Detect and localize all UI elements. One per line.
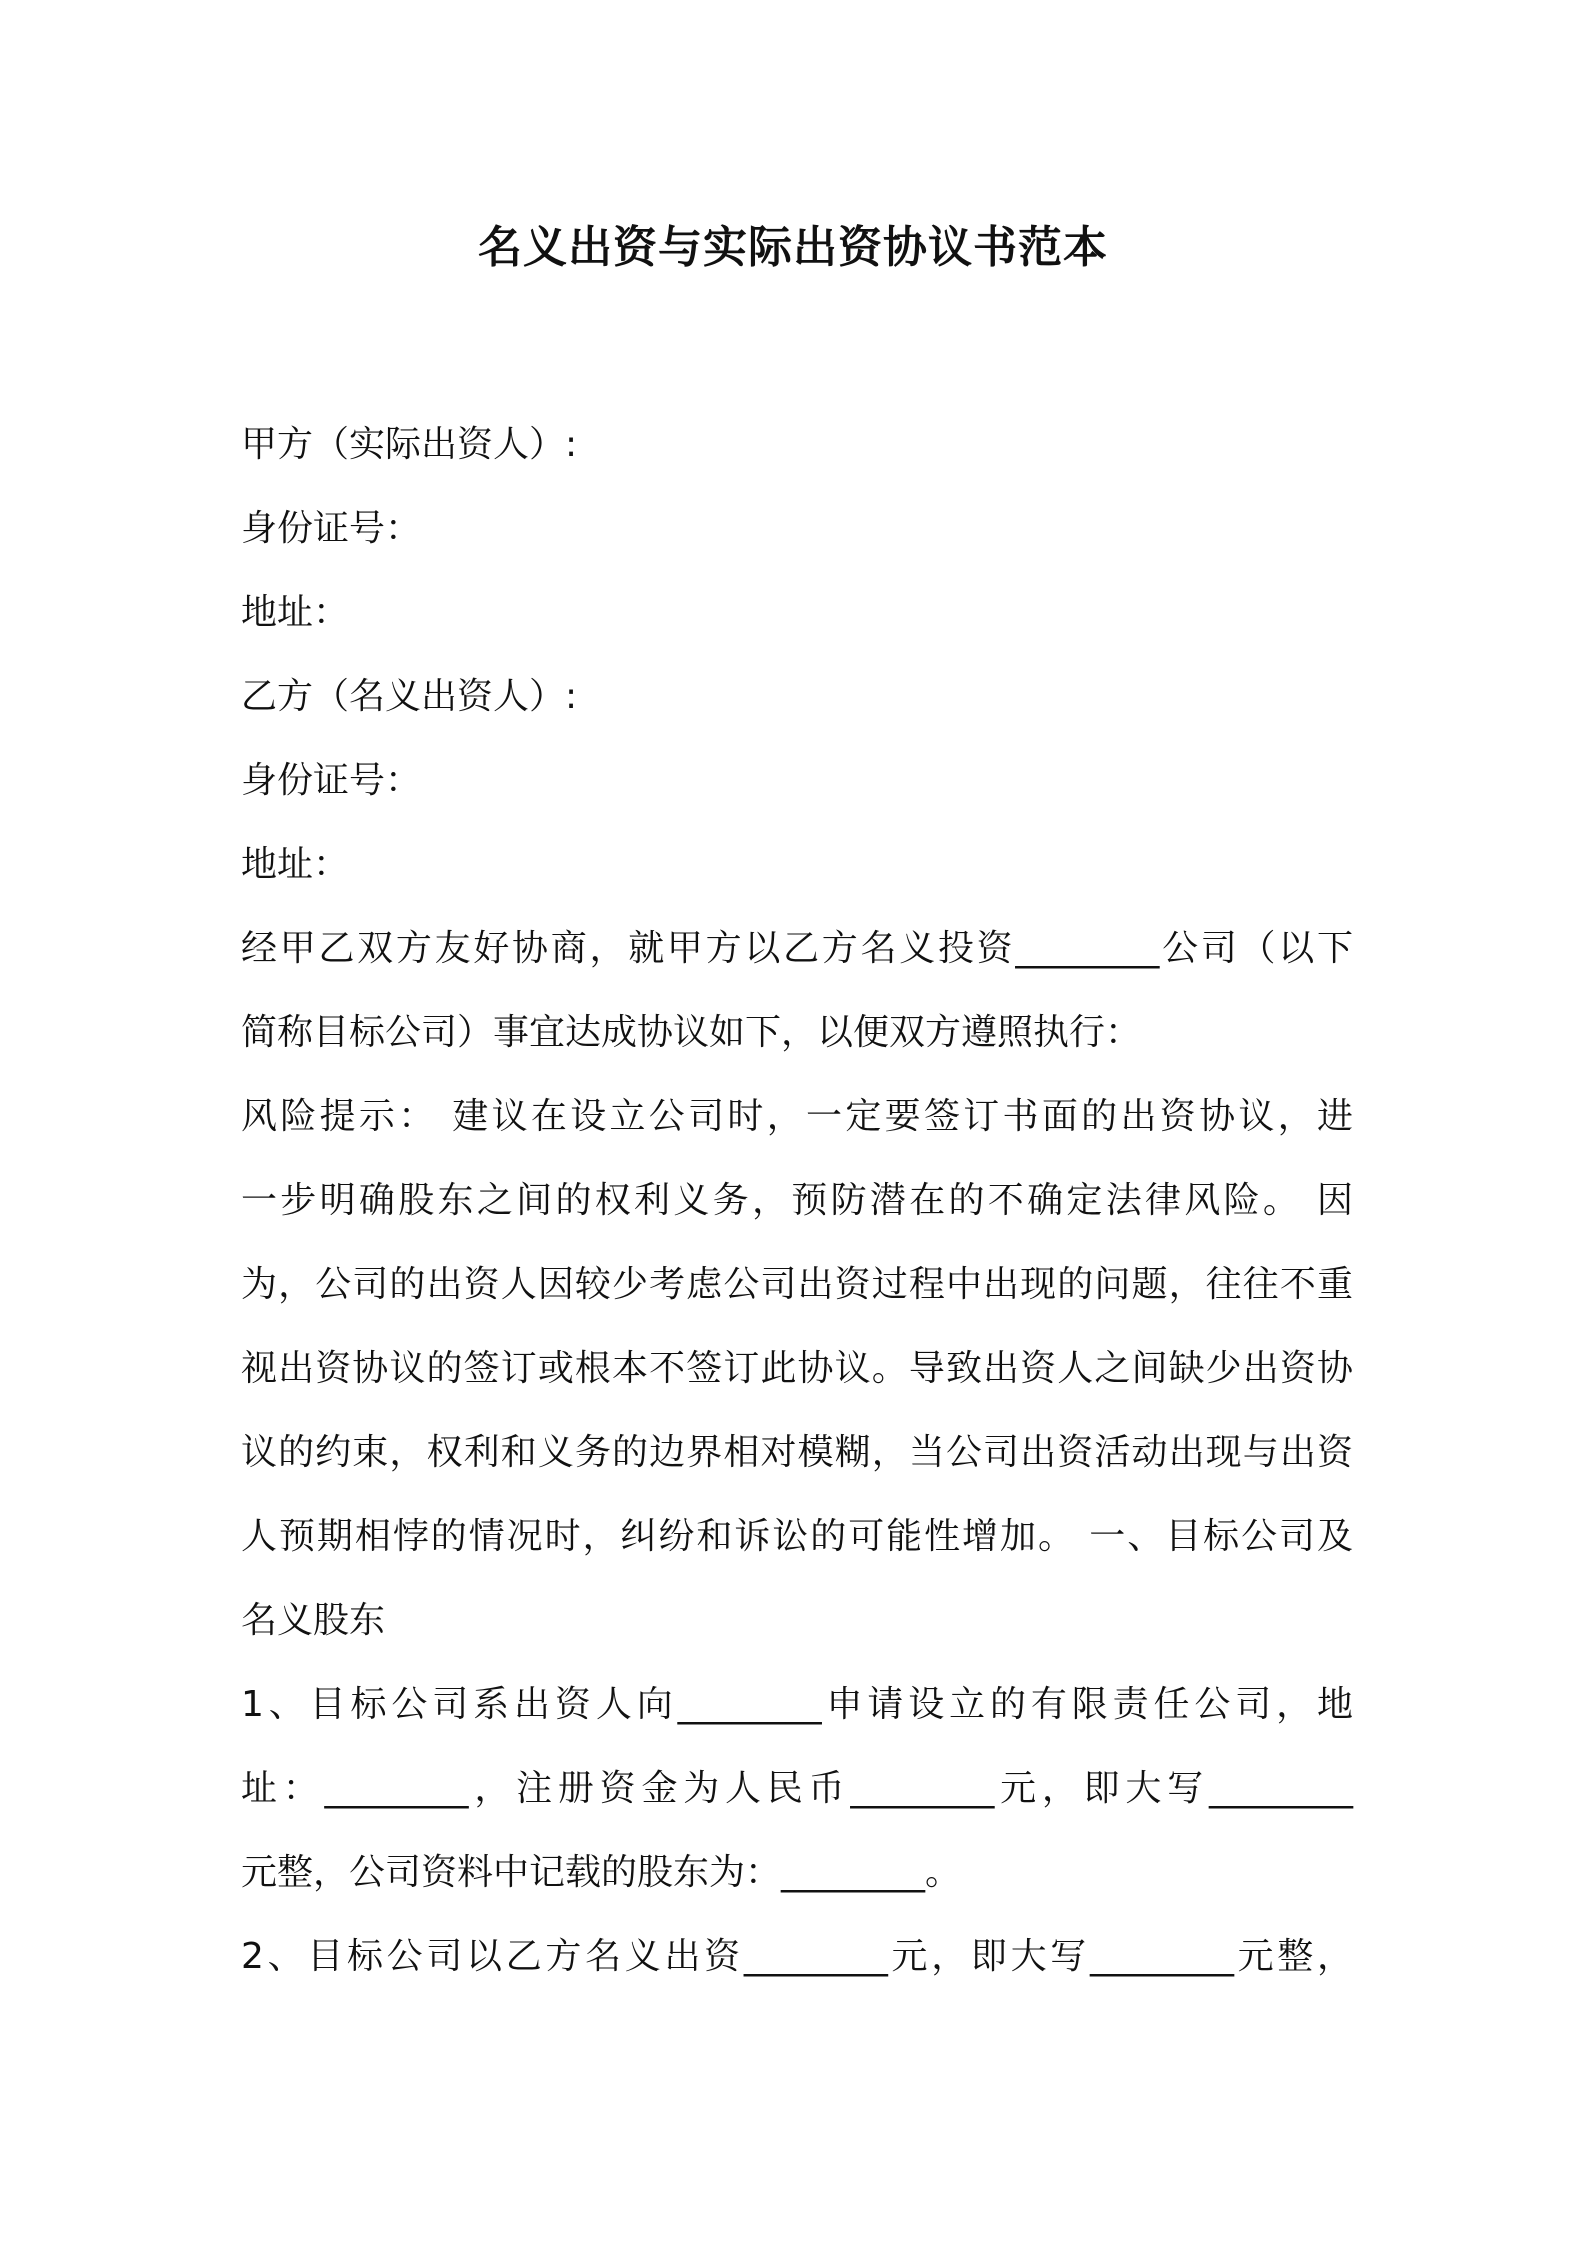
intro-line-2: 简称目标公司）事宜达成协议如下，以便双方遵照执行： [241, 1012, 1142, 1053]
risk-line-2: 一步明确股东之间的权利义务，预防潜在的不确定法律风险。 因 [241, 1180, 1353, 1221]
risk-line-7: 名义股东 [241, 1600, 386, 1641]
party-b-address-label: 地址： [241, 844, 350, 885]
party-a-id-label: 身份证号： [241, 508, 422, 549]
clause-1-line-3: 元整，公司资料中记载的股东为：________。 [241, 1852, 962, 1893]
risk-line-4: 视出资协议的签订或根本不签订此协议。导致出资人之间缺少出资协 [241, 1348, 1353, 1389]
risk-line-1: 风险提示： 建议在设立公司时，一定要签订书面的出资协议，进 [241, 1096, 1353, 1137]
clause-2-line-1: 2、目标公司以乙方名义出资________元，即大写________元整， [241, 1936, 1353, 1977]
risk-line-6: 人预期相悖的情况时，纠纷和诉讼的可能性增加。 一、目标公司及 [241, 1516, 1353, 1557]
risk-line-3: 为，公司的出资人因较少考虑公司出资过程中出现的问题，往往不重 [241, 1264, 1353, 1305]
party-a-label: 甲方（实际出资人）: [241, 424, 578, 465]
party-b-id-label: 身份证号： [241, 760, 422, 801]
intro-line-1: 经甲乙双方友好协商，就甲方以乙方名义投资________公司（以下 [241, 928, 1353, 969]
document-title: 名义出资与实际出资协议书范本 [478, 222, 1108, 273]
clause-1-line-2: 址：________，注册资金为人民币________元，即大写________ [241, 1768, 1353, 1809]
risk-line-5: 议的约束，权利和义务的边界相对模糊，当公司出资活动出现与出资 [241, 1432, 1353, 1473]
party-a-address-label: 地址： [241, 592, 350, 633]
party-b-label: 乙方（名义出资人）: [241, 676, 578, 717]
document-body [241, 403, 1353, 1999]
clause-1-line-1: 1、目标公司系出资人向________申请设立的有限责任公司，地 [241, 1684, 1353, 1725]
